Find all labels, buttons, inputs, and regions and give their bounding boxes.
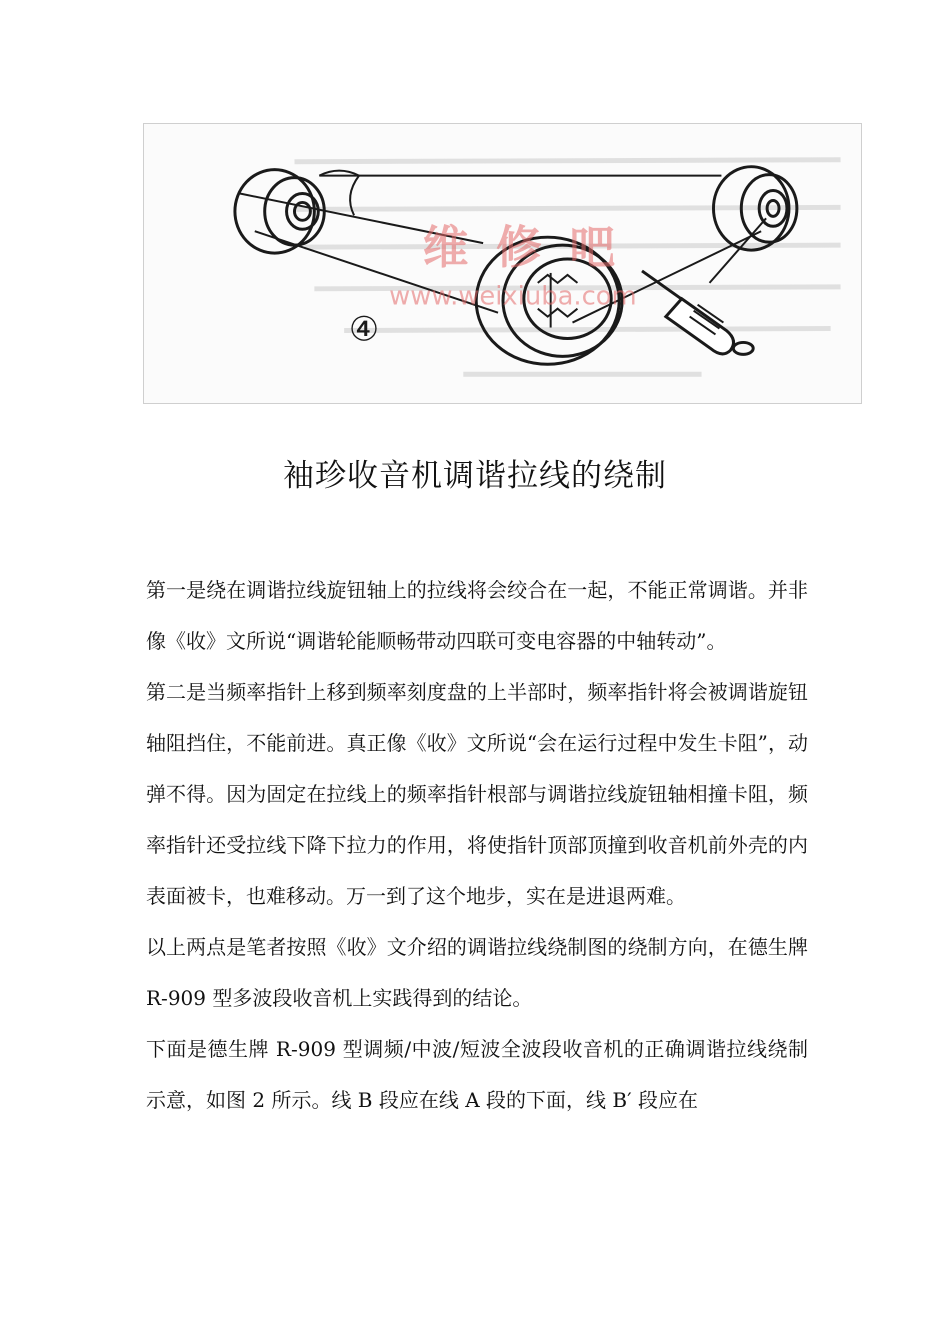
screwdriver — [642, 271, 753, 354]
pulley-diagram — [143, 123, 862, 404]
article-body — [146, 565, 808, 1126]
page-title: 袖珍收音机调谐拉线的绕制 — [283, 458, 667, 494]
paragraph-2: 第二是当频率指针上移到频率刻度盘的上半部时，频率指针将会被调谐旋钮轴阻挡住，不能前进。真正像《收》文所说“会在运行过程中发生卡阻”，动弹不得。因为固定在拉线上的频率指针根部与调谐拉线旋钮轴相撞卡阻，频率指针还受拉线下降下拉力的作用，将使指针顶部顶撞到收音机前外壳的内表面被卡，也难移动。万一到了这个地步，实在是进退两难。 — [146, 680, 808, 908]
figure-marker: ④ — [348, 309, 380, 349]
watermark-cn: 维修吧 — [422, 221, 643, 275]
paragraph-4: 下面是德生牌 R-909 型调频/中波/短波全波段收音机的正确调谐拉线绕制示意，如图 2 所示。线 B 段应在线 A 段的下面，线 B′ 段应在 — [146, 1037, 808, 1112]
paragraph-3: 以上两点是笔者按照《收》文介绍的调谐拉线绕制图的绕制方向，在德生牌 R-909 型多波段收音机上实践得到的结论。 — [146, 935, 808, 1010]
paragraph-1: 第一是绕在调谐拉线旋钮轴上的拉线将会绞合在一起，不能正常调谐。并非像《收》文所说“调谐轮能顺畅带动四联可变电容器的中轴转动”。 — [146, 578, 808, 653]
left-pulley — [235, 170, 324, 253]
watermark-url: www.weixiuba.com — [389, 281, 637, 312]
